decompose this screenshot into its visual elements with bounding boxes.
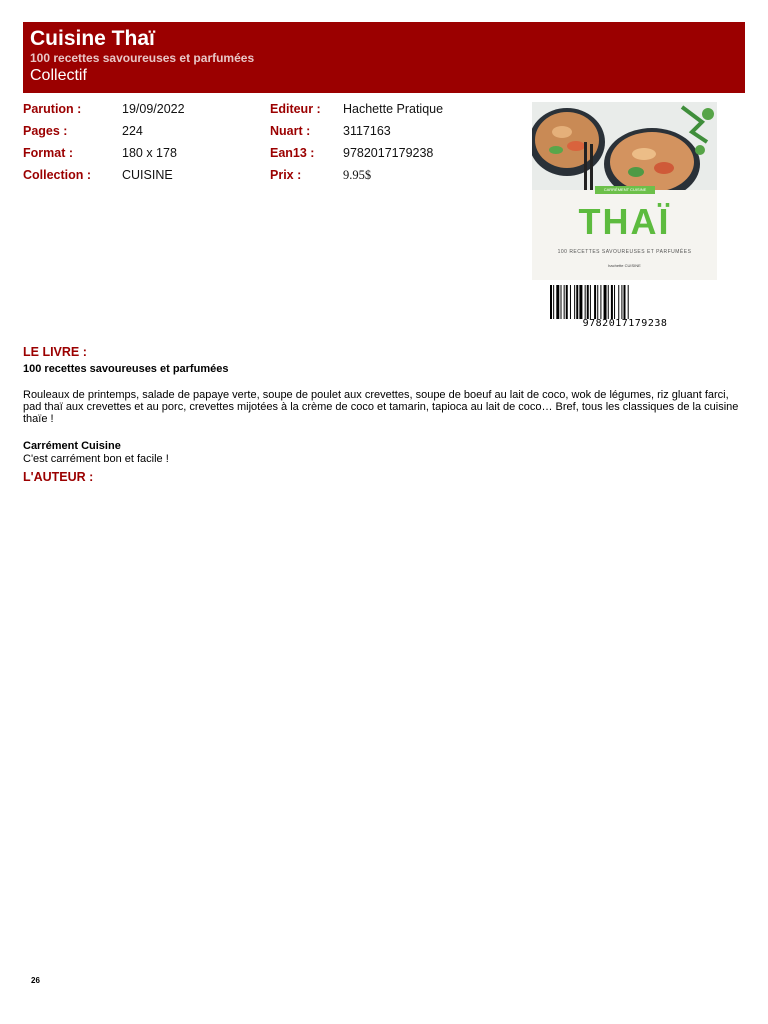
barcode-bar: [550, 285, 552, 319]
auteur-heading: L'AUTEUR :: [23, 470, 94, 484]
book-author: Collectif: [30, 67, 87, 84]
pages-value: 224: [122, 124, 143, 138]
barcode-bar: [614, 285, 615, 319]
barcode-bar: [585, 285, 586, 319]
barcode-bars: [550, 285, 700, 319]
barcode-bar: [618, 285, 619, 319]
barcode-bar: [628, 285, 629, 319]
meta-row-editeur: [270, 99, 520, 121]
book-title: Cuisine Thaï: [30, 27, 155, 50]
barcode-bar: [579, 285, 582, 319]
nuart-value: 3117163: [343, 124, 391, 138]
meta-row-pages: [23, 121, 263, 143]
format-label: Format :: [23, 146, 73, 160]
barcode-bar: [597, 285, 598, 319]
barcode-bar: [576, 285, 578, 319]
barcode-bar: [553, 285, 554, 319]
ean-barcode: [550, 285, 700, 331]
barcode-bar: [566, 285, 568, 319]
book-cover-image: [532, 102, 717, 280]
collection-label: Collection :: [23, 168, 92, 182]
title-banner: [23, 22, 745, 93]
barcode-bar: [604, 285, 607, 319]
collection-tagline: C'est carrément bon et facile !: [23, 453, 169, 465]
barcode-bar: [570, 285, 571, 319]
livre-description: Rouleaux de printemps, salade de papaye verte, soupe de poulet aux crevettes, soupe de boeuf au lait de coco, wok de légumes, riz gluant farci, pad thaï aux crevettes et au porc, crevettes mijotées à la crème de coco et tamarin, tapioca au lait de coco… Bref, tous les classiques de la cuisine thaïe !: [23, 389, 739, 425]
barcode-bar: [556, 285, 559, 319]
cover-publisher-logo: hachette CUISINE: [608, 263, 641, 268]
editeur-value: Hachette Pratique: [343, 102, 444, 116]
cover-food-photo: [532, 102, 717, 190]
metadata-left: [23, 99, 263, 187]
barcode-bar: [587, 285, 589, 319]
barcode-bar: [611, 285, 613, 319]
pages-label: Pages :: [23, 124, 68, 138]
cover-title-logo: THAÏ: [578, 201, 671, 242]
barcode-bar: [564, 285, 565, 319]
collection-value: CUISINE: [122, 168, 173, 182]
barcode-number: 9782017179238: [582, 318, 668, 329]
metadata-right: [270, 99, 520, 187]
barcode-bar: [608, 285, 609, 319]
meta-row-collection: [23, 165, 263, 187]
meta-row-format: [23, 143, 263, 165]
format-value: 180 x 178: [122, 146, 177, 160]
meta-row-parution: [23, 99, 263, 121]
ean13-value: 9782017179238: [343, 146, 434, 160]
book-subtitle: 100 recettes savoureuses et parfumées: [30, 51, 255, 65]
barcode-bar: [594, 285, 596, 319]
cover-subtitle: 100 RECETTES SAVOUREUSES ET PARFUMÉES: [557, 249, 692, 255]
livre-heading: LE LIVRE :: [23, 345, 87, 359]
livre-subtitle: 100 recettes savoureuses et parfumées: [23, 363, 229, 375]
cover-collection-tag: CARRÉMENT CUISINE: [595, 186, 655, 194]
ean13-label: Ean13 :: [270, 146, 315, 160]
barcode-bar: [624, 285, 626, 319]
collection-name: Carrément Cuisine: [23, 440, 121, 452]
barcode-bar: [600, 285, 601, 319]
parution-value: 19/09/2022: [122, 102, 185, 116]
parution-label: Parution :: [23, 102, 82, 116]
barcode-bar: [574, 285, 575, 319]
barcode-bar: [561, 285, 562, 319]
meta-row-ean13: [270, 143, 520, 165]
editeur-label: Editeur :: [270, 102, 321, 116]
nuart-label: Nuart :: [270, 124, 311, 138]
prix-label: Prix :: [270, 168, 302, 182]
barcode-bar: [621, 285, 622, 319]
meta-row-prix: [270, 165, 520, 187]
prix-value: 9.95$: [343, 168, 372, 182]
meta-row-nuart: [270, 121, 520, 143]
barcode-bar: [590, 285, 591, 319]
food-bowls-illustration: [532, 102, 717, 190]
page-number: 26: [31, 976, 40, 985]
